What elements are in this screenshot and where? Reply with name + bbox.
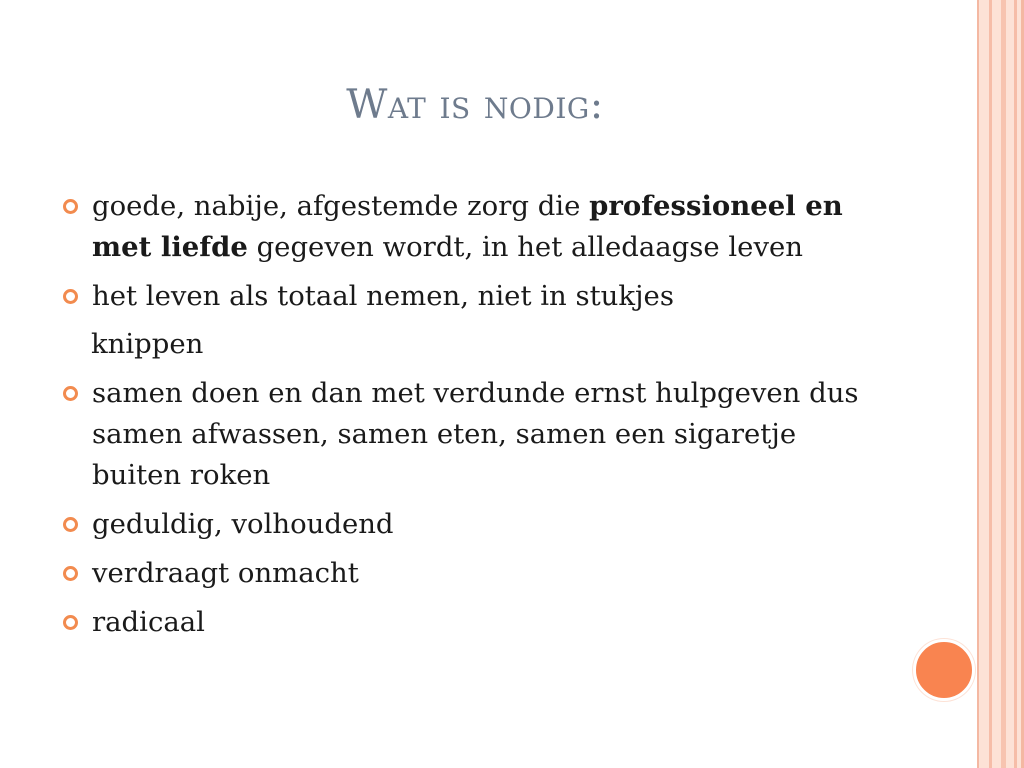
bullet-item bbox=[62, 602, 892, 643]
bullet-item bbox=[62, 276, 892, 317]
border-stripe bbox=[1001, 0, 1006, 768]
ring-bullet-icon bbox=[63, 517, 78, 532]
accent-circle-decoration bbox=[913, 639, 975, 701]
ring-bullet-icon bbox=[63, 199, 78, 214]
bullet-text: samen doen en dan met verdunde ernst hulpgeven dus samen afwassen, samen eten, samen een sigaretje buiten roken bbox=[92, 377, 859, 491]
ring-bullet-icon bbox=[63, 386, 78, 401]
bullet-item bbox=[62, 186, 892, 268]
bullet-item bbox=[62, 373, 892, 496]
bullet-text: goede, nabije, afgestemde zorg die bbox=[92, 190, 590, 222]
slide-title: Wat is nodig: bbox=[346, 82, 604, 128]
border-stripe bbox=[977, 0, 979, 768]
bullet-text: verdraagt onmacht bbox=[92, 557, 359, 589]
ring-bullet-icon bbox=[63, 289, 78, 304]
border-stripe bbox=[989, 0, 992, 768]
ring-bullet-icon bbox=[63, 566, 78, 581]
bullet-text: geduldig, volhoudend bbox=[92, 508, 394, 540]
bullet-text: gegeven wordt, in het alledaagse leven bbox=[247, 231, 803, 263]
bullet-list bbox=[62, 186, 892, 651]
bullet-item bbox=[62, 504, 892, 545]
bullet-text: radicaal bbox=[92, 606, 205, 638]
bullet-text: het leven als totaal nemen, niet in stukjes bbox=[92, 280, 674, 312]
continuation-text: knippen bbox=[91, 328, 204, 360]
bullet-continuation bbox=[62, 324, 892, 365]
ring-bullet-icon bbox=[63, 615, 78, 630]
bullet-bold-text: professioneel en met liefde bbox=[92, 190, 843, 263]
border-stripe bbox=[1014, 0, 1017, 768]
bullet-item bbox=[62, 553, 892, 594]
